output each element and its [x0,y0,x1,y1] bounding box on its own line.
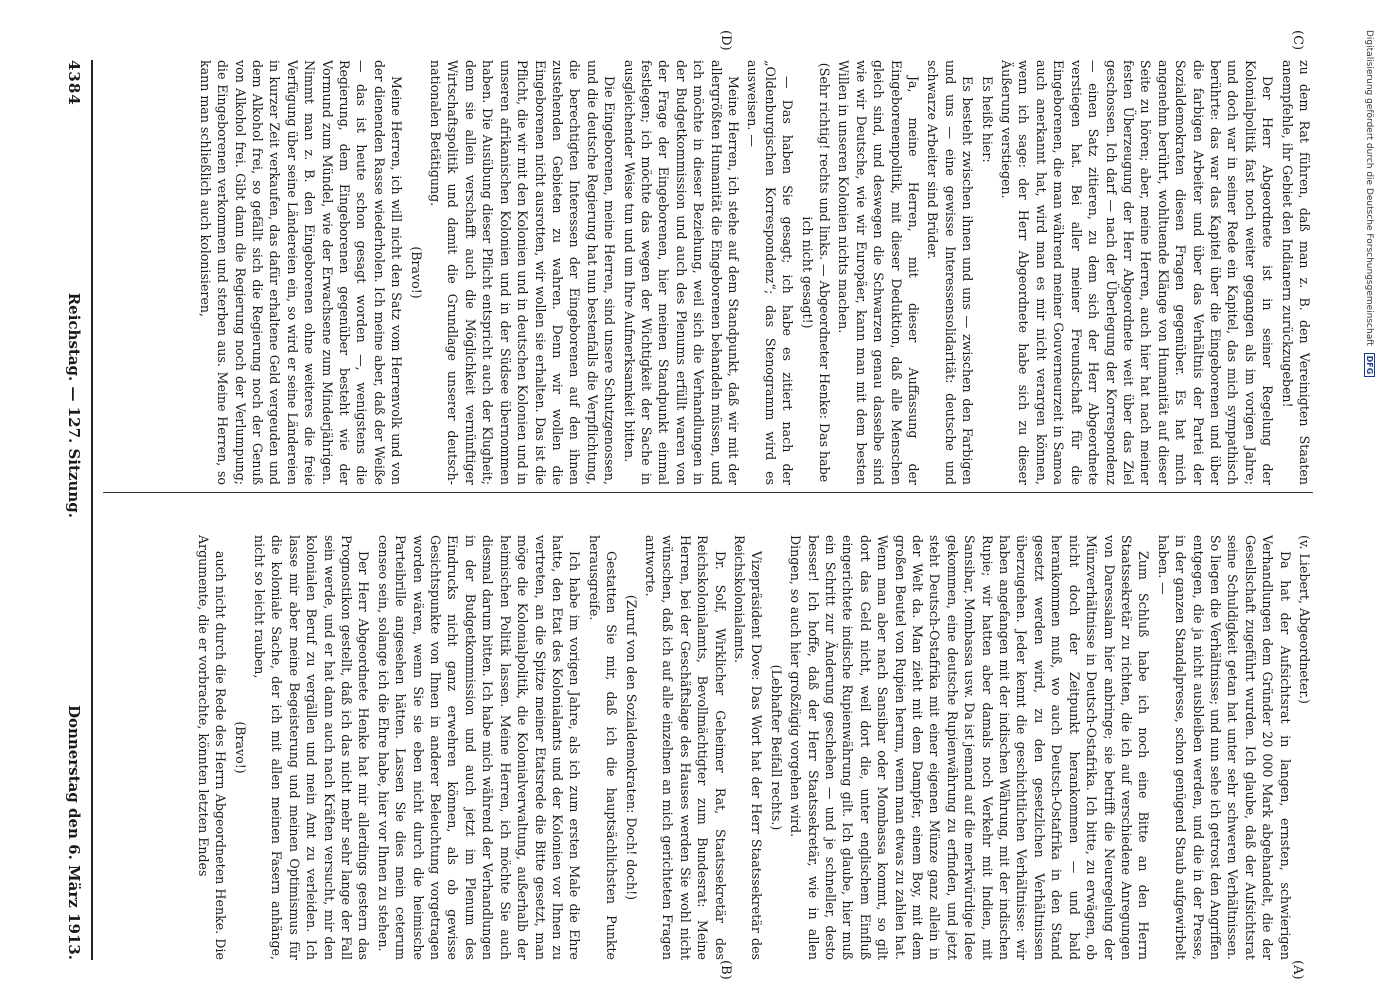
paragraph: Der Herr Abgeordnete Henke hat mir allerdings gestern das Prognostikon gestellt, daß ich das nicht mehr sehr lange der Fall sein werde, und er hat dann auch nach Kräften versucht, mir den kolonialen Beruf zu vergällen und mein Amt zu verleiden. Ich lasse mir aber meine Begeisterung und meinen Optimismus für die koloniale Sache, der ich mit allen meinen Fasern anhänge, nicht so leicht rauben, [252,535,372,960]
paragraph: Der Herr Abgeordnete ist in seiner Regelung der Kolonialpolitik fast noch weiter gegangen als im vorigen Jahre; und doch war in seiner Rede ein Kapitel, das mich sympathisch berührte: das war das Kapitel über die Eingeborenen und über die farbigen Arbeiter und über das Verhältnis der Partei der Sozialdemokraten diesen Fragen gegenüber. Es hat mich angenehm berührt, wohltuende Klänge von Humanität auf dieser Seite zu hören; aber, meine Herren, auch hier hat nach meiner festen Überzeugung der Herr Abgeordnete weit über das Ziel geschossen. Ich darf — nach der Überlegung der Korrespondenz — einen Satz zitieren, zu dem sich der Herr Abgeordnete verstiegen hat. Bei aller meiner Freundschaft für die Eingeborenen, die man während meiner Gouverneurzeit in Samoa auch anerkannt hat, wird man es mir nicht verargen können, wenn ich sage: der Herr Abgeordnete habe sich zu dieser Äußerung verstiegen. [999,60,1276,485]
paragraph: Ich habe im vorigen Jahre, als ich zum ersten Male die Ehre hatte, den Etat des Kolonialamts und der Kolonien vor Ihnen zu vertreten, an die Spitze meiner Etatsrede die Bitte gesetzt, man möge die Kolonialpolitik, die Kolonialverwaltung, außerhalb der heimischen Politik lassen. Meine Herren, ich möchte Sie auch diesmal darum bitten. Ich habe mich während der Verhandlungen in der Budgetkommission und auch jetzt im Plenum des Eindrucks nicht ganz erwehren können, als ob gewisse Gesichtspunkte von Ihnen in anderer Beleuchtung vorgetragen worden wären, wenn Sie sie eben nicht durch die heimische Parteibrille angesehen hätten. Lassen Sie dies mein ceterum censeo sein, solange ich die Ehre habe, hier vor Ihnen zu stehen. [375,535,583,960]
right-column [103,60,1313,485]
paragraph: (Zuruf von den Sozialdemokraten: Doch! doch!) [623,594,639,901]
header-rule [91,60,93,960]
paragraph: (Lebhafter Beifall rechts.) [768,664,784,831]
dfg-logo: DFG [1364,353,1375,378]
paragraph: Meine Herren, ich stehe auf dem Standpunkt, daß wir mit der allergrößten Humanität die Eingeborenen behandeln müssen, und ich möchte in dieser Beziehung, weil sich die Verhandlungen in der Budgetkommission und auch des Plenums erfüllt waren von der Frage der Eingeborenen, hier meinen Standpunkt einmal festlegen; ich möchte das wegen der Wichtigkeit der Sache in ausgleichender Weise tun und um Ihre Aufmerksamkeit bitten. [621,60,741,485]
paragraph: Es besteht zwischen ihnen und uns — zwischen den Farbigen und uns — eine gewisse Interessensolidarität: deutsche und schwarze Arbeiter sind Brüder. [925,60,976,485]
digitization-note-text: Digitalisierung gefördert durch die Deutsche Forschungsgemeinschaft [1364,30,1374,346]
paragraph: — Das haben Sie gesagt; ich habe es zitiert nach der „Oldenburgischen Korrespondenz“; das Stenogramm wird es ausweisen. — [745,60,796,485]
digitization-note [1364,30,1375,377]
margin-mark-a: (A) [1290,960,1305,980]
column-separator [103,492,1313,493]
paragraph: Ja, meine Herren, mit dieser Auffassung der Eingeborenenpolitik, mit dieser Deduktion, daß alle Menschen gleich sind, und deswegen die Schwarzen genau dasselbe sind wie wir Deutsche, wie wir Europäer, kann man mit dem besten Willen in unseren Kolonien nichts machen. [836,60,922,485]
page-header [61,60,87,960]
paragraph: (v. Liebert, Abgeordneter.) [1297,535,1312,704]
paragraph: (Sehr richtig! rechts und links. — Abgeordneter Henke: Das habe ich nicht gesagt!) [799,62,833,483]
session-title: Reichstag. — 127. Sitzung. [65,292,83,518]
paragraph: Die Eingeborenen, meine Herren, sind unsere Schutzgenossen, und die deutsche Regierung hat nun bestenfalls die Verpflichtung, die berechtigten Interessen der Eingeborenen auf den ihnen zustehenden Gebieten zu wahren. Denn wir wollen die Eingeborenen nicht ausrotten, wir wollen sie erhalten. Das ist die Pflicht, die wir mit den Kolonien und in deutschen Kolonien und in unseren afrikanischen Kolonien und in der Südsee übernommen haben. Die Ausübung dieser Pflicht entspricht auch der Klugheit; denn sie allein verschafft auch die Möglichkeit vernünftiger Wirtschaftspolitik und damit die Grundlage unserer deutsch-nationalen Betätigung. [428,60,618,485]
paragraph: (Bravo!) [232,721,248,774]
paragraph: Zum Schluß habe ich noch eine Bitte an den Herrn Staatssekretär zu richten, die ich auf verschiedene Anregungen von Daressalam hier anbringe; sie betrifft die Neuregelung der Münzverhältnisse in Deutsch-Ostafrika. Ich bitte, zu erwägen, ob nicht doch der Zeitpunkt herankommen — und bald herankommen muß, wo auch Deutsch-Ostafrika in den Stand gesetzt werden wird, zu den gesetzlichen Verhältnissen überzugehen. Jeder kennt die geschichtlichen Verhältnisse: wir haben angefangen mit der indischen Währung, mit der indischen Rupie; wir hatten aber damals noch Verkehr mit Indien, mit Sansibar, Mombassa usw. Da ist jemand auf die merkwürdige Idee gekommen, eine deutsche Rupienwährung zu erfinden, und jetzt steht Deutsch-Ostafrika mit einer eigenen Münze ganz allein in der Welt da. Man zieht mit dem Dampfer, einem Boy, mit dem großen Beutel von Rupien herum, wenn man etwas zu zahlen hat. Wenn man aber nach Sansibar oder Mombassa kommt, so gilt dort das Geld nicht, weil dort die, unter englischem Einfluß eingerichtete indische Rupienwährung gilt. Ich glaube, hier muß ein Schritt zur Änderung geschehen — und je schneller, desto besser! Ich hoffe, daß der Herr Staatssekretär, wie in allen Dingen, so auch hier großzügig vorgehen wird. [788,535,1152,960]
paragraph: Dr. Solf, Wirklicher Geheimer Rat, Staatssekretär des Reichskolonialamts, Bevollmächtigter zum Bundesrat: Meine Herren, bei der Geschäftslage des Hauses werden Sie wohl nicht wünschen, daß ich auf alle einzelnen an mich gerichteten Fragen antworte. [642,535,728,960]
paragraph: auch nicht durch die Rede des Herrn Abgeordneten Henke. Die Argumente, die er vorbrachte, könnten letzten Endes [195,535,229,960]
margin-mark-c: (C) [1290,30,1305,51]
margin-mark-d: (D) [718,30,733,51]
paragraph: zu dem Rat führen, daß man z. B. den Vereinigten Staaten anempfehle, ihr Gebiet den Indianern zurückzugeben! [1279,60,1312,485]
session-date: Donnerstag den 6. März 1913. [65,704,83,960]
paragraph: Da hat der Aufsichtsrat in langen, ernsten, schwierigen Verhandlungen dem Gründer 20 000 Mark abgehandelt, die der Gesellschaft zugeführt wurden. Ich glaube, daß der Aufsichtsrat seine Schuldigkeit getan hat unter sehr schweren Verhältnissen. So liegen die Verhältnisse; und nun sehe ich getrost den Angriffen entgegen, die ja nicht ausbleiben werden, und die in der Presse, in der ganzen Standalpresse, schon genügend Staub aufgewirbelt haben. — [1155,535,1293,960]
paragraph: Gestatten Sie mir, daß ich die hauptsächlichsten Punkte herausgreife. [586,535,620,960]
page-number: 4384 [65,60,83,106]
paragraph: Es heißt hier: [979,76,995,163]
margin-mark-b: (B) [718,960,733,980]
paragraph: (Bravo!) [408,246,424,299]
paragraph: Meine Herren, ich will nicht den Satz vom Herrenvolk und von der dienenden Rasse wiederholen. Ich meine aber, daß der Weiße — das ist heute schon gesagt worden —, wenigstens die Regierung, dem Eingeborenen gegenüber besteht wie der Vormund zum Mündel, wie der Erwachsene zum Minderjährigen. Nimmt man z. B. den Eingeborenen ohne weiteres die freie Verfügung über seine Ländereien ein, so wird er seine Ländereien in kurzer Zeit verkaufen, das dafür erhaltene Geld vergeuden und dem Alkohol frei, so gefällt sich die Regierung noch der Genuß von Alkohol frei. Gibt dann die Regierung noch der Verlumpung; die Eingeborenen verkommen und sterben aus. Meine Herren, so kann man schließlich auch kolonisieren, [197,60,405,485]
left-column [103,535,1313,960]
paragraph: Vizepräsident Dove: Das Wort hat der Herr Staatssekretär des Reichskolonialamts. [732,535,765,960]
